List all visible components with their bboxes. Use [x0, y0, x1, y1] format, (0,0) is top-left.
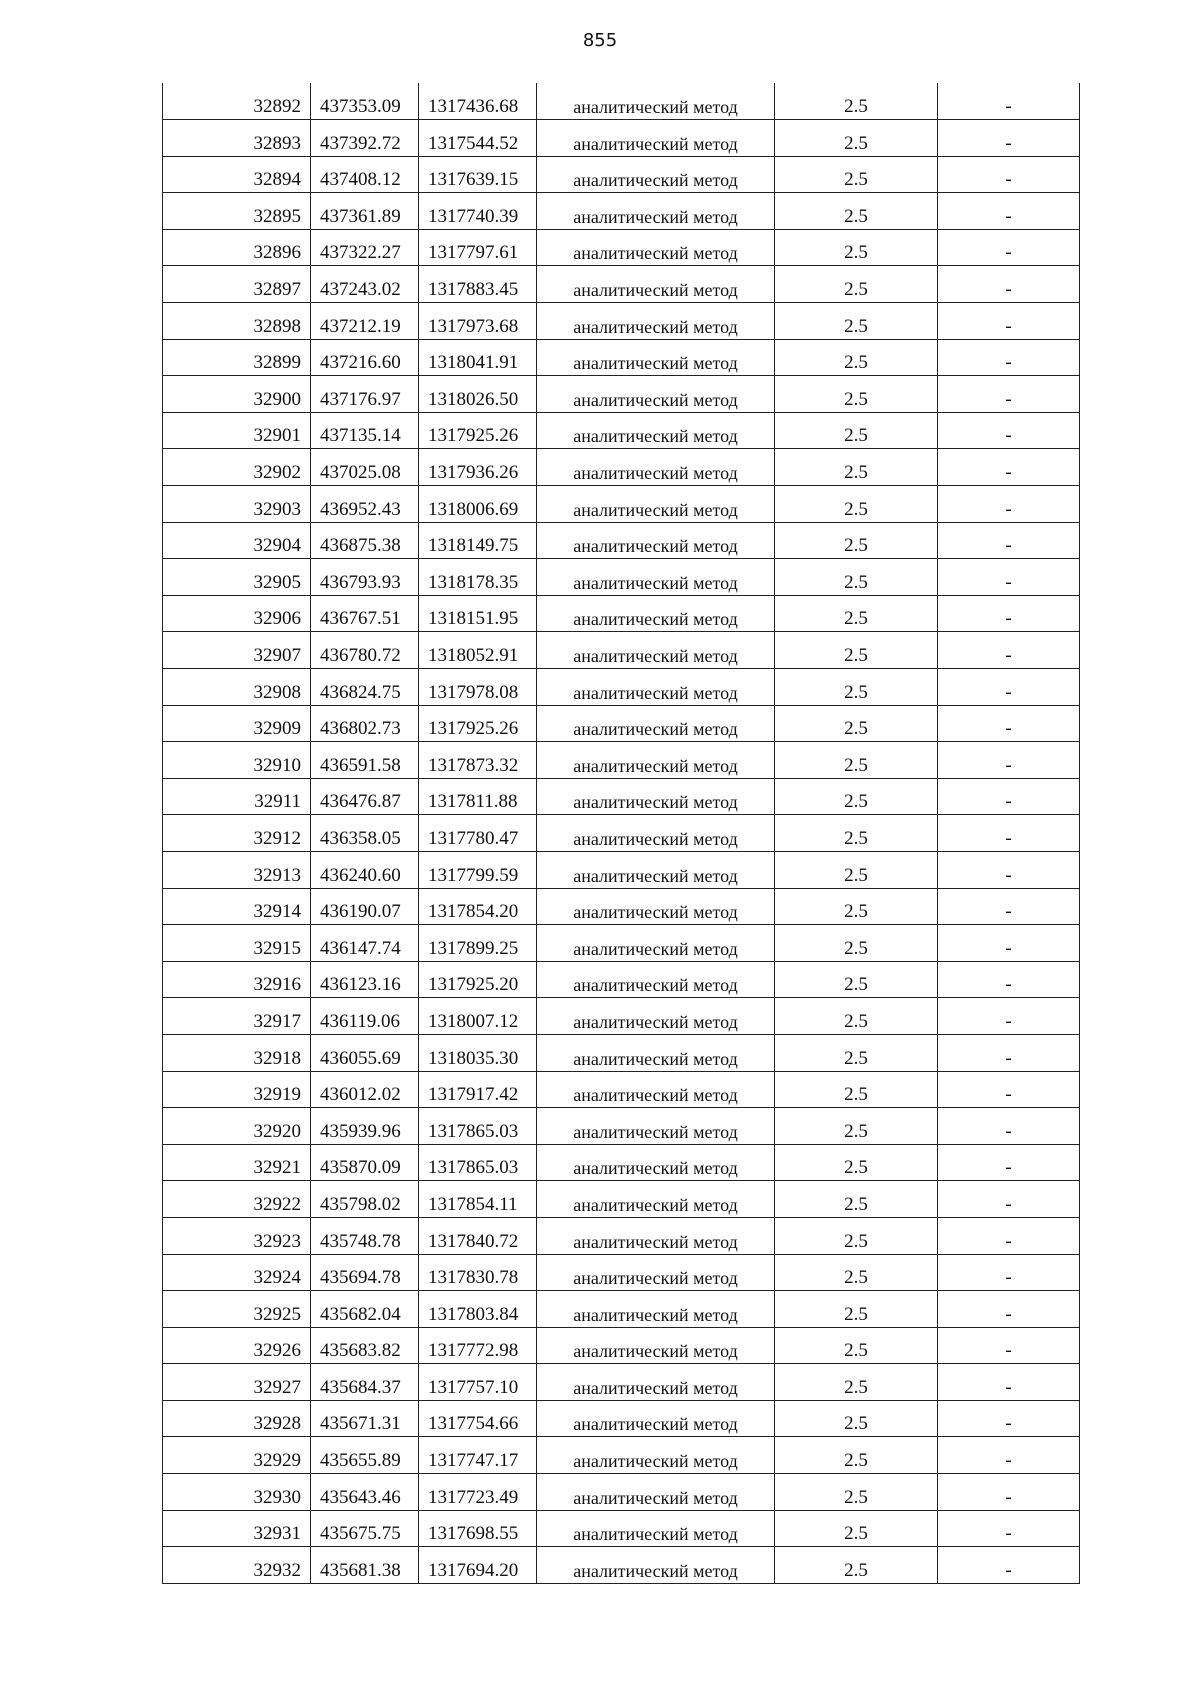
note-cell: -	[938, 1327, 1080, 1364]
point-number-cell: 32898	[163, 303, 311, 340]
x-coordinate-cell: 436824.75	[311, 669, 419, 706]
method-cell: аналитический метод	[537, 1034, 775, 1071]
accuracy-cell: 2.5	[775, 1144, 938, 1181]
method-cell: аналитический метод	[537, 486, 775, 523]
x-coordinate-cell: 436793.93	[311, 559, 419, 596]
method-cell: аналитический метод	[537, 1437, 775, 1474]
table-row	[163, 120, 1080, 157]
x-coordinate-cell: 435682.04	[311, 1291, 419, 1328]
note-cell: -	[938, 83, 1080, 120]
note-cell: -	[938, 559, 1080, 596]
note-cell: -	[938, 339, 1080, 376]
table-row	[163, 1547, 1080, 1584]
method-cell: аналитический метод	[537, 1364, 775, 1401]
table-row	[163, 998, 1080, 1035]
method-cell: аналитический метод	[537, 303, 775, 340]
note-cell: -	[938, 1400, 1080, 1437]
method-cell: аналитический метод	[537, 229, 775, 266]
y-coordinate-cell: 1317780.47	[419, 815, 537, 852]
point-number-cell: 32896	[163, 229, 311, 266]
point-number-cell: 32927	[163, 1364, 311, 1401]
x-coordinate-cell: 437322.27	[311, 229, 419, 266]
point-number-cell: 32909	[163, 705, 311, 742]
table-row	[163, 1327, 1080, 1364]
method-cell: аналитический метод	[537, 778, 775, 815]
y-coordinate-cell: 1317694.20	[419, 1547, 537, 1584]
y-coordinate-cell: 1317865.03	[419, 1144, 537, 1181]
accuracy-cell: 2.5	[775, 1547, 938, 1584]
point-number-cell: 32926	[163, 1327, 311, 1364]
x-coordinate-cell: 435675.75	[311, 1510, 419, 1547]
note-cell: -	[938, 449, 1080, 486]
y-coordinate-cell: 1317830.78	[419, 1254, 537, 1291]
note-cell: -	[938, 1474, 1080, 1511]
x-coordinate-cell: 436055.69	[311, 1034, 419, 1071]
method-cell: аналитический метод	[537, 376, 775, 413]
table-row	[163, 851, 1080, 888]
x-coordinate-cell: 436012.02	[311, 1071, 419, 1108]
y-coordinate-cell: 1318178.35	[419, 559, 537, 596]
method-cell: аналитический метод	[537, 156, 775, 193]
table-row	[163, 559, 1080, 596]
accuracy-cell: 2.5	[775, 705, 938, 742]
accuracy-cell: 2.5	[775, 778, 938, 815]
table-row	[163, 705, 1080, 742]
table-row	[163, 376, 1080, 413]
table-row	[163, 1144, 1080, 1181]
point-number-cell: 32919	[163, 1071, 311, 1108]
note-cell: -	[938, 1510, 1080, 1547]
note-cell: -	[938, 193, 1080, 230]
note-cell: -	[938, 595, 1080, 632]
method-cell: аналитический метод	[537, 1144, 775, 1181]
note-cell: -	[938, 156, 1080, 193]
method-cell: аналитический метод	[537, 742, 775, 779]
accuracy-cell: 2.5	[775, 669, 938, 706]
y-coordinate-cell: 1318007.12	[419, 998, 537, 1035]
accuracy-cell: 2.5	[775, 742, 938, 779]
method-cell: аналитический метод	[537, 705, 775, 742]
x-coordinate-cell: 437243.02	[311, 266, 419, 303]
note-cell: -	[938, 522, 1080, 559]
table-row	[163, 83, 1080, 120]
table-row	[163, 1291, 1080, 1328]
method-cell: аналитический метод	[537, 412, 775, 449]
y-coordinate-cell: 1317899.25	[419, 925, 537, 962]
point-number-cell: 32931	[163, 1510, 311, 1547]
y-coordinate-cell: 1317803.84	[419, 1291, 537, 1328]
accuracy-cell: 2.5	[775, 632, 938, 669]
point-number-cell: 32918	[163, 1034, 311, 1071]
accuracy-cell: 2.5	[775, 303, 938, 340]
y-coordinate-cell: 1317978.08	[419, 669, 537, 706]
accuracy-cell: 2.5	[775, 961, 938, 998]
y-coordinate-cell: 1317698.55	[419, 1510, 537, 1547]
accuracy-cell: 2.5	[775, 888, 938, 925]
x-coordinate-cell: 437353.09	[311, 83, 419, 120]
note-cell: -	[938, 632, 1080, 669]
y-coordinate-cell: 1317936.26	[419, 449, 537, 486]
accuracy-cell: 2.5	[775, 1071, 938, 1108]
method-cell: аналитический метод	[537, 669, 775, 706]
accuracy-cell: 2.5	[775, 229, 938, 266]
accuracy-cell: 2.5	[775, 339, 938, 376]
note-cell: -	[938, 1254, 1080, 1291]
x-coordinate-cell: 436358.05	[311, 815, 419, 852]
point-number-cell: 32907	[163, 632, 311, 669]
accuracy-cell: 2.5	[775, 449, 938, 486]
point-number-cell: 32923	[163, 1217, 311, 1254]
table-row	[163, 1181, 1080, 1218]
point-number-cell: 32929	[163, 1437, 311, 1474]
note-cell: -	[938, 1364, 1080, 1401]
accuracy-cell: 2.5	[775, 376, 938, 413]
point-number-cell: 32893	[163, 120, 311, 157]
y-coordinate-cell: 1318149.75	[419, 522, 537, 559]
x-coordinate-cell: 436780.72	[311, 632, 419, 669]
accuracy-cell: 2.5	[775, 1510, 938, 1547]
note-cell: -	[938, 778, 1080, 815]
accuracy-cell: 2.5	[775, 156, 938, 193]
x-coordinate-cell: 437216.60	[311, 339, 419, 376]
coordinates-table	[162, 83, 1080, 1584]
note-cell: -	[938, 303, 1080, 340]
table-row	[163, 522, 1080, 559]
x-coordinate-cell: 435683.82	[311, 1327, 419, 1364]
page-number: 855	[582, 30, 618, 51]
table-row	[163, 266, 1080, 303]
table-row	[163, 778, 1080, 815]
note-cell: -	[938, 1181, 1080, 1218]
point-number-cell: 32911	[163, 778, 311, 815]
table-row	[163, 1400, 1080, 1437]
method-cell: аналитический метод	[537, 1547, 775, 1584]
point-number-cell: 32921	[163, 1144, 311, 1181]
point-number-cell: 32922	[163, 1181, 311, 1218]
y-coordinate-cell: 1317873.32	[419, 742, 537, 779]
point-number-cell: 32914	[163, 888, 311, 925]
x-coordinate-cell: 435798.02	[311, 1181, 419, 1218]
table-row	[163, 449, 1080, 486]
note-cell: -	[938, 888, 1080, 925]
accuracy-cell: 2.5	[775, 851, 938, 888]
table-row	[163, 1437, 1080, 1474]
y-coordinate-cell: 1317840.72	[419, 1217, 537, 1254]
table-row	[163, 925, 1080, 962]
accuracy-cell: 2.5	[775, 1437, 938, 1474]
method-cell: аналитический метод	[537, 449, 775, 486]
table-row	[163, 669, 1080, 706]
table-row	[163, 303, 1080, 340]
table-row	[163, 339, 1080, 376]
note-cell: -	[938, 1437, 1080, 1474]
y-coordinate-cell: 1317883.45	[419, 266, 537, 303]
y-coordinate-cell: 1317925.20	[419, 961, 537, 998]
table-row	[163, 888, 1080, 925]
x-coordinate-cell: 436119.06	[311, 998, 419, 1035]
point-number-cell: 32904	[163, 522, 311, 559]
point-number-cell: 32895	[163, 193, 311, 230]
point-number-cell: 32901	[163, 412, 311, 449]
note-cell: -	[938, 486, 1080, 523]
x-coordinate-cell: 435870.09	[311, 1144, 419, 1181]
note-cell: -	[938, 961, 1080, 998]
note-cell: -	[938, 376, 1080, 413]
table-row	[163, 632, 1080, 669]
point-number-cell: 32913	[163, 851, 311, 888]
table-row	[163, 1474, 1080, 1511]
y-coordinate-cell: 1317811.88	[419, 778, 537, 815]
note-cell: -	[938, 1217, 1080, 1254]
method-cell: аналитический метод	[537, 559, 775, 596]
x-coordinate-cell: 436123.16	[311, 961, 419, 998]
method-cell: аналитический метод	[537, 1108, 775, 1145]
accuracy-cell: 2.5	[775, 998, 938, 1035]
y-coordinate-cell: 1317799.59	[419, 851, 537, 888]
table-row	[163, 595, 1080, 632]
note-cell: -	[938, 1071, 1080, 1108]
x-coordinate-cell: 437392.72	[311, 120, 419, 157]
method-cell: аналитический метод	[537, 193, 775, 230]
method-cell: аналитический метод	[537, 1400, 775, 1437]
note-cell: -	[938, 1108, 1080, 1145]
note-cell: -	[938, 815, 1080, 852]
method-cell: аналитический метод	[537, 522, 775, 559]
accuracy-cell: 2.5	[775, 925, 938, 962]
method-cell: аналитический метод	[537, 1254, 775, 1291]
note-cell: -	[938, 998, 1080, 1035]
accuracy-cell: 2.5	[775, 1327, 938, 1364]
method-cell: аналитический метод	[537, 851, 775, 888]
point-number-cell: 32932	[163, 1547, 311, 1584]
point-number-cell: 32915	[163, 925, 311, 962]
y-coordinate-cell: 1317925.26	[419, 705, 537, 742]
accuracy-cell: 2.5	[775, 120, 938, 157]
note-cell: -	[938, 669, 1080, 706]
method-cell: аналитический метод	[537, 339, 775, 376]
point-number-cell: 32894	[163, 156, 311, 193]
note-cell: -	[938, 1034, 1080, 1071]
x-coordinate-cell: 435939.96	[311, 1108, 419, 1145]
x-coordinate-cell: 436476.87	[311, 778, 419, 815]
x-coordinate-cell: 437408.12	[311, 156, 419, 193]
x-coordinate-cell: 435643.46	[311, 1474, 419, 1511]
point-number-cell: 32897	[163, 266, 311, 303]
y-coordinate-cell: 1318006.69	[419, 486, 537, 523]
table-row	[163, 742, 1080, 779]
x-coordinate-cell: 436952.43	[311, 486, 419, 523]
y-coordinate-cell: 1317917.42	[419, 1071, 537, 1108]
accuracy-cell: 2.5	[775, 83, 938, 120]
note-cell: -	[938, 1291, 1080, 1328]
y-coordinate-cell: 1317797.61	[419, 229, 537, 266]
method-cell: аналитический метод	[537, 815, 775, 852]
table-row	[163, 193, 1080, 230]
method-cell: аналитический метод	[537, 632, 775, 669]
method-cell: аналитический метод	[537, 1291, 775, 1328]
accuracy-cell: 2.5	[775, 1291, 938, 1328]
x-coordinate-cell: 437135.14	[311, 412, 419, 449]
table-row	[163, 1254, 1080, 1291]
x-coordinate-cell: 435748.78	[311, 1217, 419, 1254]
x-coordinate-cell: 437176.97	[311, 376, 419, 413]
method-cell: аналитический метод	[537, 925, 775, 962]
point-number-cell: 32924	[163, 1254, 311, 1291]
point-number-cell: 32910	[163, 742, 311, 779]
y-coordinate-cell: 1317854.11	[419, 1181, 537, 1218]
y-coordinate-cell: 1317639.15	[419, 156, 537, 193]
table-row	[163, 229, 1080, 266]
method-cell: аналитический метод	[537, 1474, 775, 1511]
x-coordinate-cell: 435694.78	[311, 1254, 419, 1291]
accuracy-cell: 2.5	[775, 1034, 938, 1071]
point-number-cell: 32925	[163, 1291, 311, 1328]
table-row	[163, 1364, 1080, 1401]
y-coordinate-cell: 1318026.50	[419, 376, 537, 413]
method-cell: аналитический метод	[537, 1181, 775, 1218]
y-coordinate-cell: 1317747.17	[419, 1437, 537, 1474]
x-coordinate-cell: 436147.74	[311, 925, 419, 962]
accuracy-cell: 2.5	[775, 559, 938, 596]
accuracy-cell: 2.5	[775, 1400, 938, 1437]
point-number-cell: 32905	[163, 559, 311, 596]
point-number-cell: 32930	[163, 1474, 311, 1511]
y-coordinate-cell: 1317544.52	[419, 120, 537, 157]
x-coordinate-cell: 435671.31	[311, 1400, 419, 1437]
accuracy-cell: 2.5	[775, 522, 938, 559]
table-row	[163, 961, 1080, 998]
method-cell: аналитический метод	[537, 120, 775, 157]
y-coordinate-cell: 1317754.66	[419, 1400, 537, 1437]
accuracy-cell: 2.5	[775, 193, 938, 230]
accuracy-cell: 2.5	[775, 1217, 938, 1254]
note-cell: -	[938, 1144, 1080, 1181]
point-number-cell: 32903	[163, 486, 311, 523]
accuracy-cell: 2.5	[775, 486, 938, 523]
accuracy-cell: 2.5	[775, 1364, 938, 1401]
point-number-cell: 32908	[163, 669, 311, 706]
y-coordinate-cell: 1318035.30	[419, 1034, 537, 1071]
point-number-cell: 32917	[163, 998, 311, 1035]
y-coordinate-cell: 1317865.03	[419, 1108, 537, 1145]
point-number-cell: 32928	[163, 1400, 311, 1437]
x-coordinate-cell: 436875.38	[311, 522, 419, 559]
x-coordinate-cell: 435655.89	[311, 1437, 419, 1474]
note-cell: -	[938, 705, 1080, 742]
y-coordinate-cell: 1317772.98	[419, 1327, 537, 1364]
method-cell: аналитический метод	[537, 595, 775, 632]
x-coordinate-cell: 437212.19	[311, 303, 419, 340]
accuracy-cell: 2.5	[775, 412, 938, 449]
y-coordinate-cell: 1317973.68	[419, 303, 537, 340]
table-row	[163, 1108, 1080, 1145]
accuracy-cell: 2.5	[775, 1474, 938, 1511]
method-cell: аналитический метод	[537, 1071, 775, 1108]
accuracy-cell: 2.5	[775, 815, 938, 852]
accuracy-cell: 2.5	[775, 595, 938, 632]
note-cell: -	[938, 742, 1080, 779]
table-row	[163, 1510, 1080, 1547]
point-number-cell: 32892	[163, 83, 311, 120]
note-cell: -	[938, 266, 1080, 303]
table-row	[163, 412, 1080, 449]
table-row	[163, 1071, 1080, 1108]
x-coordinate-cell: 436240.60	[311, 851, 419, 888]
y-coordinate-cell: 1318052.91	[419, 632, 537, 669]
y-coordinate-cell: 1317925.26	[419, 412, 537, 449]
method-cell: аналитический метод	[537, 961, 775, 998]
coordinates-table-body	[163, 83, 1080, 1583]
note-cell: -	[938, 120, 1080, 157]
y-coordinate-cell: 1317854.20	[419, 888, 537, 925]
x-coordinate-cell: 435684.37	[311, 1364, 419, 1401]
method-cell: аналитический метод	[537, 1327, 775, 1364]
y-coordinate-cell: 1317757.10	[419, 1364, 537, 1401]
accuracy-cell: 2.5	[775, 1254, 938, 1291]
method-cell: аналитический метод	[537, 266, 775, 303]
table-row	[163, 815, 1080, 852]
point-number-cell: 32916	[163, 961, 311, 998]
table-row	[163, 1217, 1080, 1254]
x-coordinate-cell: 436591.58	[311, 742, 419, 779]
x-coordinate-cell: 437025.08	[311, 449, 419, 486]
note-cell: -	[938, 925, 1080, 962]
y-coordinate-cell: 1318151.95	[419, 595, 537, 632]
point-number-cell: 32902	[163, 449, 311, 486]
method-cell: аналитический метод	[537, 83, 775, 120]
accuracy-cell: 2.5	[775, 1181, 938, 1218]
point-number-cell: 32920	[163, 1108, 311, 1145]
x-coordinate-cell: 436767.51	[311, 595, 419, 632]
y-coordinate-cell: 1317723.49	[419, 1474, 537, 1511]
x-coordinate-cell: 437361.89	[311, 193, 419, 230]
point-number-cell: 32900	[163, 376, 311, 413]
note-cell: -	[938, 851, 1080, 888]
note-cell: -	[938, 229, 1080, 266]
accuracy-cell: 2.5	[775, 266, 938, 303]
x-coordinate-cell: 435681.38	[311, 1547, 419, 1584]
note-cell: -	[938, 412, 1080, 449]
table-row	[163, 1034, 1080, 1071]
table-row	[163, 156, 1080, 193]
method-cell: аналитический метод	[537, 1510, 775, 1547]
x-coordinate-cell: 436190.07	[311, 888, 419, 925]
accuracy-cell: 2.5	[775, 1108, 938, 1145]
method-cell: аналитический метод	[537, 888, 775, 925]
y-coordinate-cell: 1318041.91	[419, 339, 537, 376]
method-cell: аналитический метод	[537, 998, 775, 1035]
point-number-cell: 32906	[163, 595, 311, 632]
y-coordinate-cell: 1317740.39	[419, 193, 537, 230]
point-number-cell: 32912	[163, 815, 311, 852]
point-number-cell: 32899	[163, 339, 311, 376]
x-coordinate-cell: 436802.73	[311, 705, 419, 742]
method-cell: аналитический метод	[537, 1217, 775, 1254]
table-row	[163, 486, 1080, 523]
note-cell: -	[938, 1547, 1080, 1584]
y-coordinate-cell: 1317436.68	[419, 83, 537, 120]
